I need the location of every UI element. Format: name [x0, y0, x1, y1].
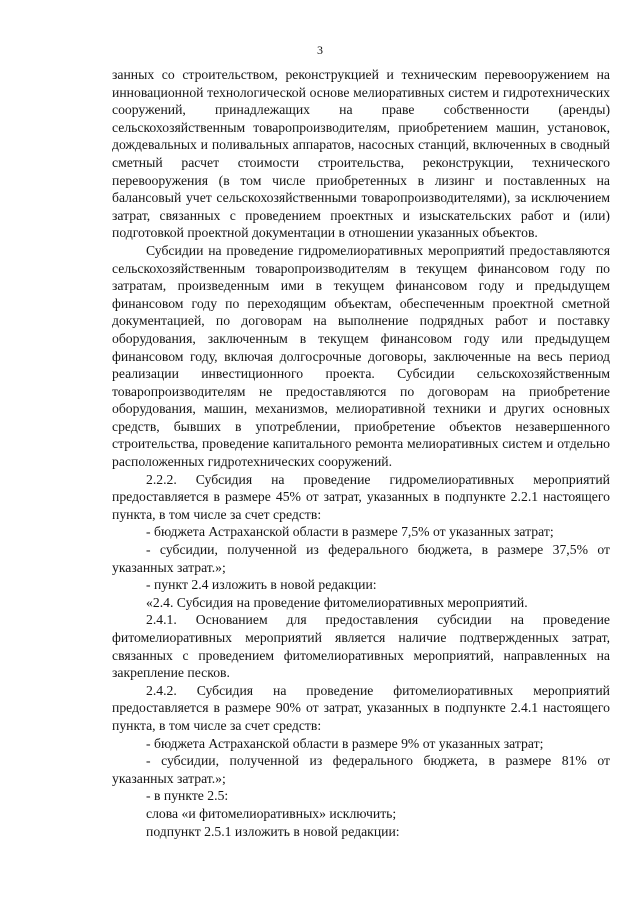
- paragraph: - бюджета Астраханской области в размере 9% от указанных затрат;: [146, 735, 544, 751]
- paragraph: Субсидии на проведение гидромелиоративных мероприятий предоставляются сельскохозяйственным товаропроизводителям в текущем финансовом году по затратам, произведенным ими в текущем финансовом году и предыдущем финансовом году по переходящим объектам, обеспеченным проектной сметной документацией, по договорам на выполнение подрядных работ и поставку оборудования, заключенным в текущем финансовом году или предыдущем финансовом году, включая долгосрочные договоры, заключенные на весь период реализации инвестиционного проекта. Субсидии сельскохозяйственным товаропроизводителям не предоставляются по договорам на приобретение оборудования, машин, механизмов, мелиоративной техники и других основных средств, бывших в употреблении, приобретение объектов незавершенного строительства, проведение капитального ремонта мелиоративных систем и отдельно расположенных гидротехнических сооружений.: [112, 242, 610, 470]
- paragraph: «2.4. Субсидия на проведение фитомелиоративных мероприятий.: [146, 594, 528, 610]
- paragraph: 2.4.1. Основанием для предоставления субсидии на проведение фитомелиоративных мероприятий является наличие подтвержденных затрат, связанных с проведением фитомелиоративных мероприятий, направленных на закрепление песков.: [112, 612, 610, 681]
- paragraph: занных со строительством, реконструкцией и техническим перевооружением на инновационной технологической основе мелиоративных систем и гидротехнических сооружений, принадлежащих на праве собственности (аренды) сельскохозяйственным товаропроизводителям, приобретением машин, установок, дождевальных и поливальных аппаратов, насосных станций, включенных в сводный сметный расчет стоимости строительства, реконструкции, технического перевооружения (в том числе приобретенных в лизинг и поставленных на балансовый учет сельскохозяйственными товаропроизводителями), за исключением затрат, связанных с проведением проектных и изыскательских работ и (или) подготовкой проектной документации в отношении указанных объектов.: [112, 67, 610, 241]
- paragraph: - субсидии, полученной из федерального бюджета, в размере 81% от указанных затрат.»;: [112, 753, 610, 786]
- page-number: 3: [317, 43, 323, 57]
- paragraph: 2.4.2. Субсидия на проведение фитомелиоративных мероприятий предоставляется в размере 90% от затрат, указанных в подпункте 2.4.1 настоящего пункта, в том числе за счет средств:: [112, 682, 610, 733]
- paragraph: подпункт 2.5.1 изложить в новой редакции:: [146, 823, 400, 839]
- paragraph: слова «и фитомелиоративных» исключить;: [146, 805, 397, 821]
- document-body: [112, 66, 610, 840]
- paragraph: - пункт 2.4 изложить в новой редакции:: [146, 577, 377, 593]
- paragraph: 2.2.2. Субсидия на проведение гидромелиоративных мероприятий предоставляется в размере 45% от затрат, указанных в подпункте 2.2.1 настоящего пункта, в том числе за счет средств:: [112, 471, 610, 522]
- paragraph: - субсидии, полученной из федерального бюджета, в размере 37,5% от указанных затрат.»;: [112, 542, 610, 575]
- paragraph: - бюджета Астраханской области в размере 7,5% от указанных затрат;: [146, 524, 554, 540]
- paragraph: - в пункте 2.5:: [146, 788, 229, 804]
